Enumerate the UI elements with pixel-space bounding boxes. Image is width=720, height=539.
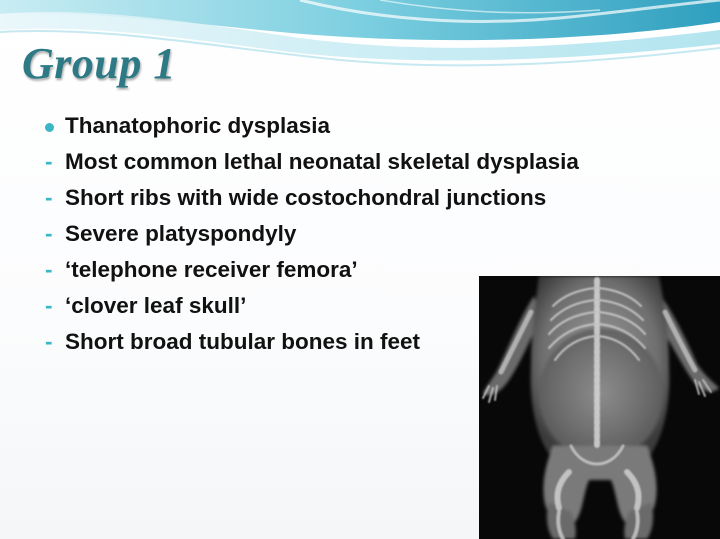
- radiograph-fetus-icon: [479, 276, 720, 539]
- bullet-text: ‘clover leaf skull’: [65, 293, 247, 318]
- bullet-item: [44, 184, 644, 212]
- bullet-item: [44, 112, 644, 140]
- bullet-text: ‘telephone receiver femora’: [65, 257, 358, 282]
- bullet-text: Short broad tubular bones in feet: [65, 329, 421, 354]
- bullet-text: Most common lethal neonatal skeletal dysplasia: [65, 149, 579, 174]
- slide-title: Group 1: [22, 39, 176, 88]
- bullet-text: Short ribs with wide costochondral junctions: [65, 185, 547, 210]
- bullet-text: Severe platyspondyly: [65, 221, 297, 246]
- bullet-item: [44, 148, 644, 176]
- bullet-text: Thanatophoric dysplasia: [65, 113, 331, 138]
- radiograph-image: [479, 276, 720, 539]
- bullet-item: [44, 220, 644, 248]
